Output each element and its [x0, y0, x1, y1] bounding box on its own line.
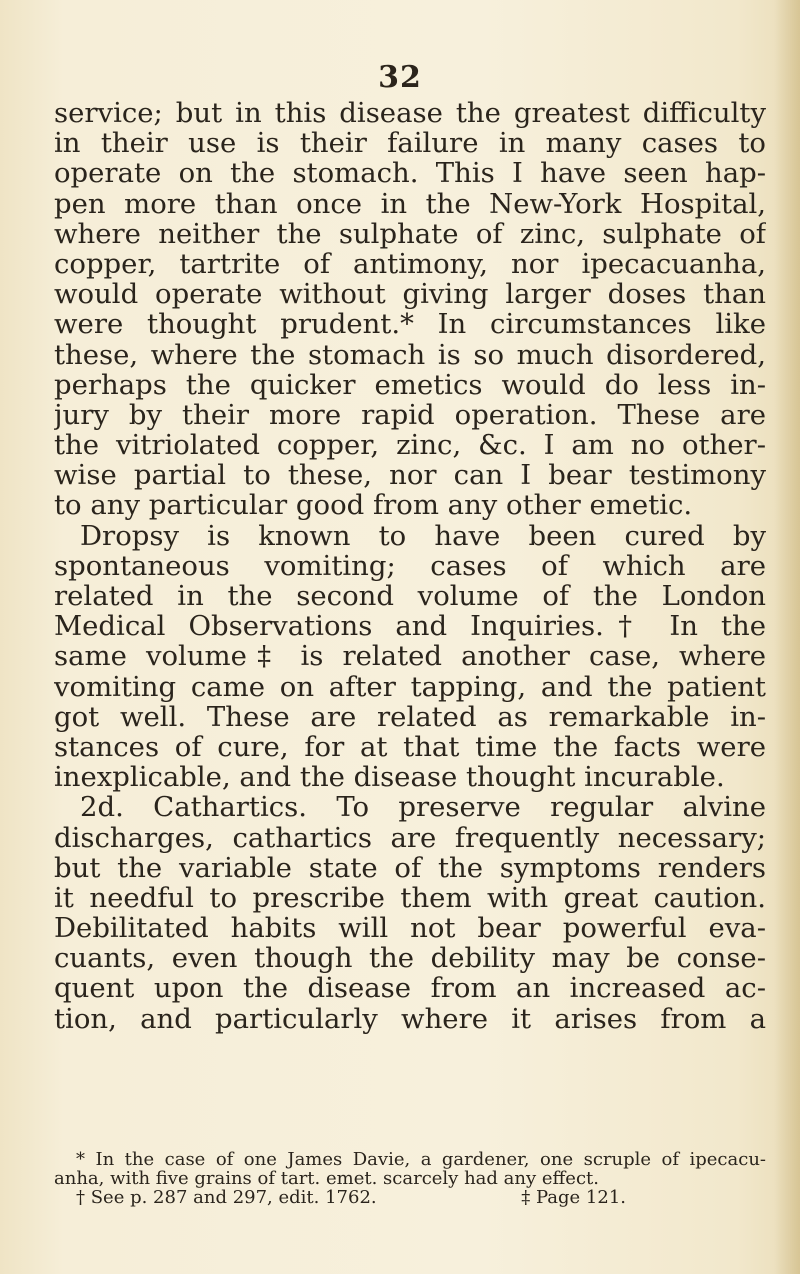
text-line: Debilitated habits will not bear powerful eva- — [54, 913, 766, 944]
footnote-line: anha, with five grains of tart. emet. scarcely had any effect. — [54, 1169, 599, 1188]
page-edge-shadow — [774, 0, 800, 1274]
body-text — [54, 98, 766, 1034]
footnote-double-dagger: ‡ Page 121. — [521, 1188, 626, 1207]
text-line: same volume‡ is related another case, where — [54, 641, 766, 672]
text-line: service; but in this disease the greatest difficulty — [54, 98, 766, 129]
text-line: pen more than once in the New-York Hospital, — [54, 188, 766, 219]
text-line: tion, and particularly where it arises from a — [54, 1003, 766, 1034]
text-line: discharges, cathartics are frequently necessary; — [54, 822, 766, 853]
footnote-dagger: † See p. 287 and 297, edit. 1762. — [76, 1188, 377, 1207]
text-line: cuants, even though the debility may be conse- — [54, 943, 766, 974]
text-line: it needful to prescribe them with great caution. — [54, 882, 766, 914]
footnote-line: * In the case of one James Davie, a gardener, one scruple of ipecacu- — [76, 1150, 766, 1169]
page-number: 32 — [378, 60, 422, 95]
text-line: wise partial to these, nor can I bear testimony — [54, 460, 766, 491]
text-line: copper, tartrite of antimony, nor ipecacuanha, — [54, 248, 766, 280]
text-line: got well. These are related as remarkable in- — [54, 701, 766, 732]
text-line: these, where the stomach is so much disordered, — [54, 339, 766, 370]
text-line: quent upon the disease from an increased ac- — [54, 973, 766, 1004]
text-line: Dropsy is known to have been cured by — [80, 520, 766, 551]
footnotes — [54, 1150, 766, 1207]
text-line: in their use is their failure in many cases to — [54, 128, 766, 159]
text-line: jury by their more rapid operation. These are — [54, 399, 766, 431]
text-line: perhaps the quicker emetics would do less in- — [54, 369, 766, 400]
text-line: Medical Observations and Inquiries.† In the — [54, 611, 766, 642]
text-line: were thought prudent.* In circumstances like — [54, 309, 766, 340]
text-line: related in the second volume of the London — [54, 581, 766, 612]
text-line: where neither the sulphate of zinc, sulphate of — [54, 218, 766, 249]
text-line: but the variable state of the symptoms renders — [54, 852, 766, 883]
text-line: inexplicable, and the disease thought incurable. — [54, 762, 725, 793]
text-line: the vitriolated copper, zinc, &c. I am no other- — [54, 430, 766, 461]
text-line: spontaneous vomiting; cases of which are — [54, 550, 766, 581]
text-line: stances of cure, for at that time the facts were — [54, 731, 766, 763]
text-line: would operate without giving larger doses than — [54, 279, 766, 310]
footnote-references — [54, 1188, 766, 1207]
text-line: vomiting came on after tapping, and the patient — [54, 671, 766, 702]
text-line: operate on the stomach. This I have seen hap- — [54, 158, 766, 189]
text-line: 2d. Cathartics. To preserve regular alvine — [80, 792, 766, 823]
text-line: to any particular good from any other emetic. — [54, 490, 693, 521]
